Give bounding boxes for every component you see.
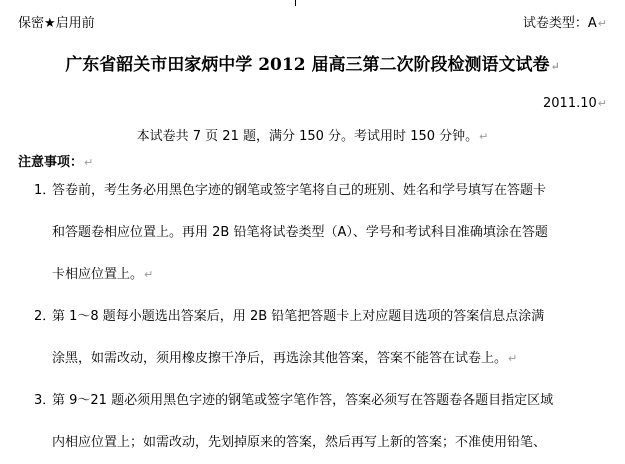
- item-line: 答卷前，考生务必用黑色字迹的钢笔或签字笔将自己的班别、姓名和学号填写在答题卡: [52, 183, 547, 198]
- paper-type-label: 试卷类型：A↵: [522, 16, 607, 31]
- paragraph-mark: ↵: [550, 60, 560, 73]
- item-number: 2．: [34, 309, 56, 324]
- paragraph-mark: ↵: [84, 156, 94, 169]
- paragraph-mark: ↵: [144, 268, 154, 281]
- item-number: 3．: [34, 393, 56, 408]
- notice-heading: 注意事项：↵: [18, 155, 94, 170]
- paragraph-mark: ↵: [508, 352, 518, 365]
- document-title: 广东省韶关市田家炳中学 2012 届高三第二次阶段检测语文试卷↵: [65, 55, 560, 75]
- item-number: 1．: [34, 183, 56, 198]
- item-line-last: 卡相应位置上。↵: [52, 267, 154, 282]
- text-cursor: [295, 0, 296, 6]
- exam-info: 本试卷共 7 页 21 题，满分 150 分。考试用时 150 分钟。↵: [136, 129, 489, 144]
- document-date: 2011.10↵: [543, 96, 607, 111]
- item-line: 和答题卷相应位置上。再用 2B 铅笔将试卷类型（A）、学号和考试科目准确填涂在答题: [52, 225, 548, 240]
- item-line: 内相应位置上；如需改动，先划掉原来的答案，然后再写上新的答案；不准使用铅笔、: [52, 435, 547, 450]
- paragraph-mark: ↵: [597, 17, 607, 30]
- item-line-last: 涂黑，如需改动，须用橡皮擦干净后，再选涂其他答案，答案不能答在试卷上。↵: [52, 351, 518, 366]
- paragraph-mark: ↵: [597, 97, 607, 110]
- secrecy-label: 保密★启用前: [18, 16, 95, 31]
- item-line: 第 1～8 题每小题选出答案后，用 2B 铅笔把答题卡上对应题目选项的答案信息点涂满: [52, 309, 545, 324]
- item-line: 第 9～21 题必须用黑色字迹的钢笔或签字笔作答，答案必须写在答题卷各题目指定区域: [52, 393, 554, 408]
- paragraph-mark: ↵: [479, 130, 489, 143]
